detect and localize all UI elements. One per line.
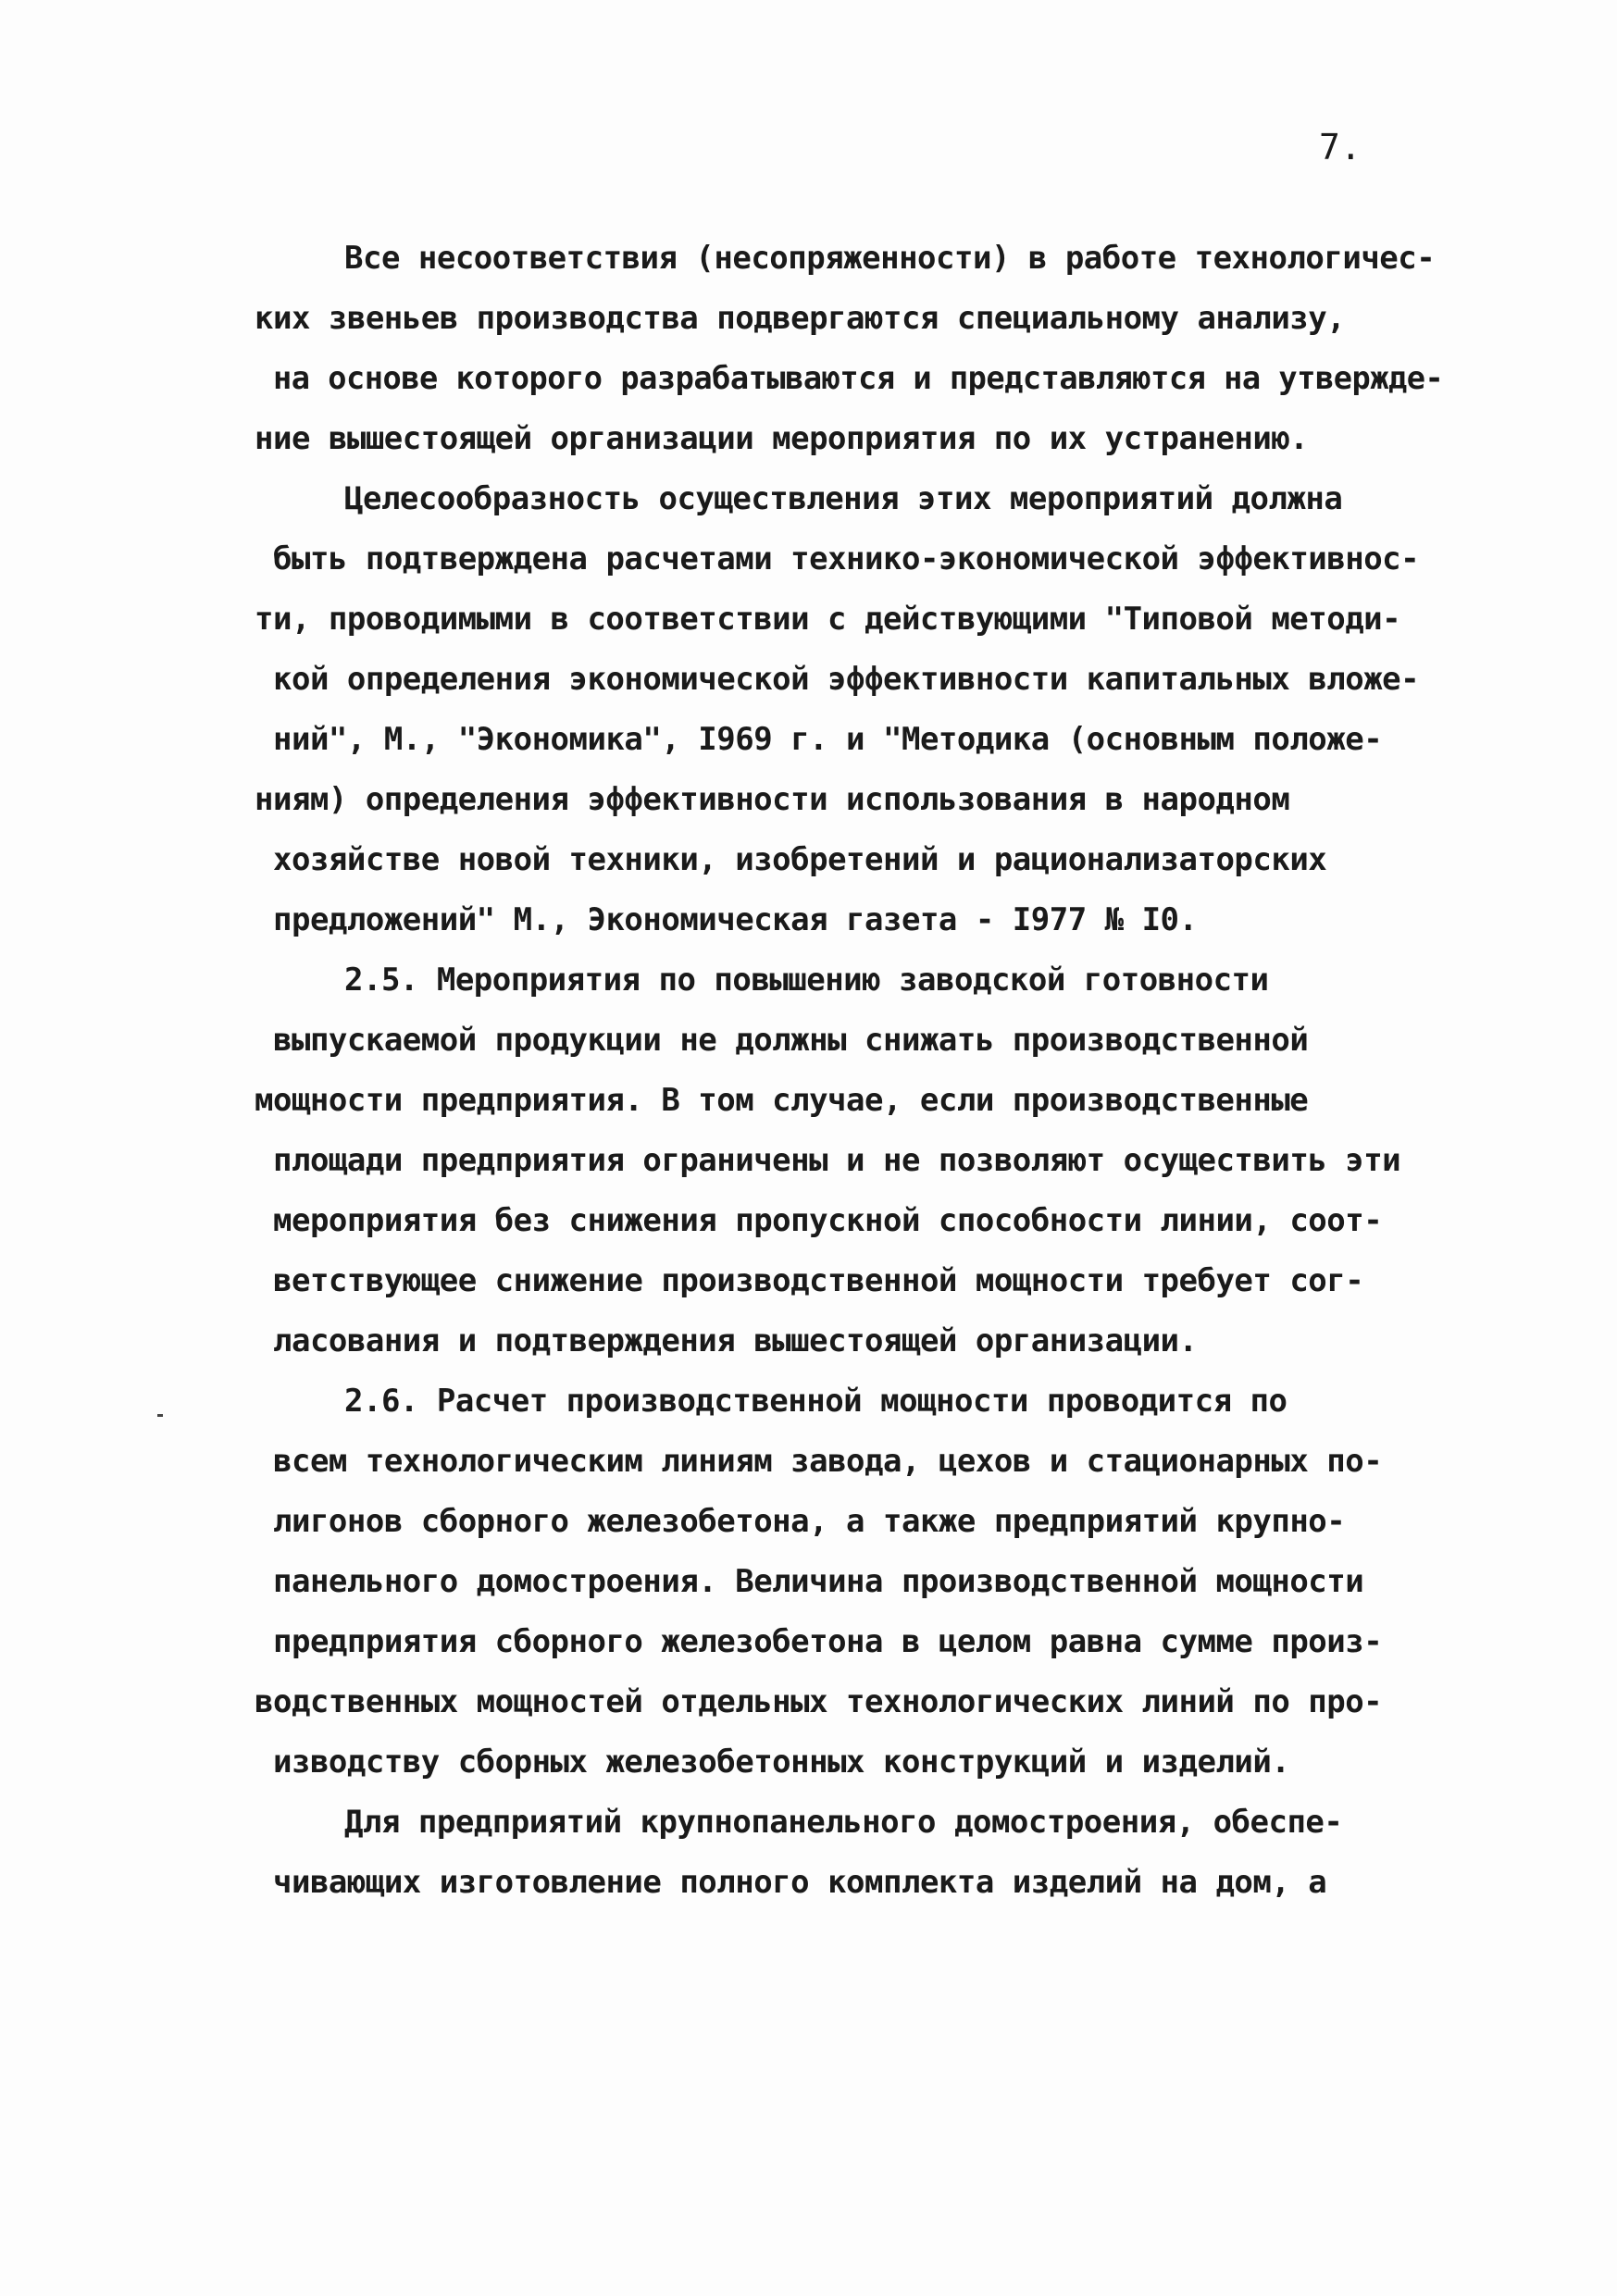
text-line: водственных мощностей отдельных технологических линий по про- xyxy=(255,1683,1383,1720)
text-line: 2.6. Расчет производственной мощности проводится по xyxy=(344,1383,1287,1420)
text-line: предложений" М., Экономическая газета - I977 № I0. xyxy=(273,901,1198,938)
scan-speck xyxy=(157,1414,163,1417)
text-line: мощности предприятия. В том случае, если производственные xyxy=(255,1082,1309,1119)
text-line: 2.5. Мероприятия по повышению заводской готовности xyxy=(344,962,1269,999)
text-line: всем технологическим линиям завода, цехов и стационарных по- xyxy=(273,1443,1383,1480)
text-line: выпускаемой продукции не должны снижать производственной xyxy=(273,1022,1309,1059)
text-line: ниям) определения эффективности использования в народном xyxy=(255,781,1290,818)
text-line: быть подтверждена расчетами технико-экономической эффективнос- xyxy=(273,540,1420,577)
text-line: площади предприятия ограничены и не позволяют осуществить эти xyxy=(273,1142,1401,1179)
text-line: чивающих изготовление полного комплекта изделий на дом, а xyxy=(273,1864,1327,1901)
text-line: хозяйстве новой техники, изобретений и рационализаторских xyxy=(273,841,1327,878)
text-line: предприятия сборного железобетона в целом равна сумме произ- xyxy=(273,1623,1383,1660)
text-line: ний", М., "Экономика", I969 г. и "Методика (основным положе- xyxy=(273,721,1383,758)
text-line: Для предприятий крупнопанельного домостроения, обеспе- xyxy=(344,1804,1343,1841)
text-line: лигонов сборного железобетона, а также предприятий крупно- xyxy=(273,1503,1346,1540)
text-line: на основе которого разрабатываются и представляются на утвержде- xyxy=(273,360,1444,396)
page-number: 7. xyxy=(1319,127,1362,168)
text-line: Целесообразность осуществления этих мероприятий должна xyxy=(344,480,1343,517)
text-line: ласования и подтверждения вышестоящей организации. xyxy=(273,1322,1198,1359)
text-line: изводству сборных железобетонных конструкций и изделий. xyxy=(273,1744,1290,1781)
text-line: панельного домостроения. Величина производственной мощности xyxy=(273,1563,1364,1600)
text-line: ветствующее снижение производственной мощности требует сог- xyxy=(273,1262,1364,1299)
text-line: кой определения экономической эффективности капитальных вложе- xyxy=(273,661,1420,698)
text-line: ких звеньев производства подвергаются специальному анализу, xyxy=(255,300,1346,337)
text-line: ти, проводимыми в соответствии с действующими "Типовой методи- xyxy=(255,601,1401,638)
text-line: мероприятия без снижения пропускной способности линии, соот- xyxy=(273,1202,1383,1239)
text-line: Все несоответствия (несопряженности) в работе технологичес- xyxy=(344,240,1436,277)
text-line: ние вышестоящей организации мероприятия по их устранению. xyxy=(255,420,1309,457)
